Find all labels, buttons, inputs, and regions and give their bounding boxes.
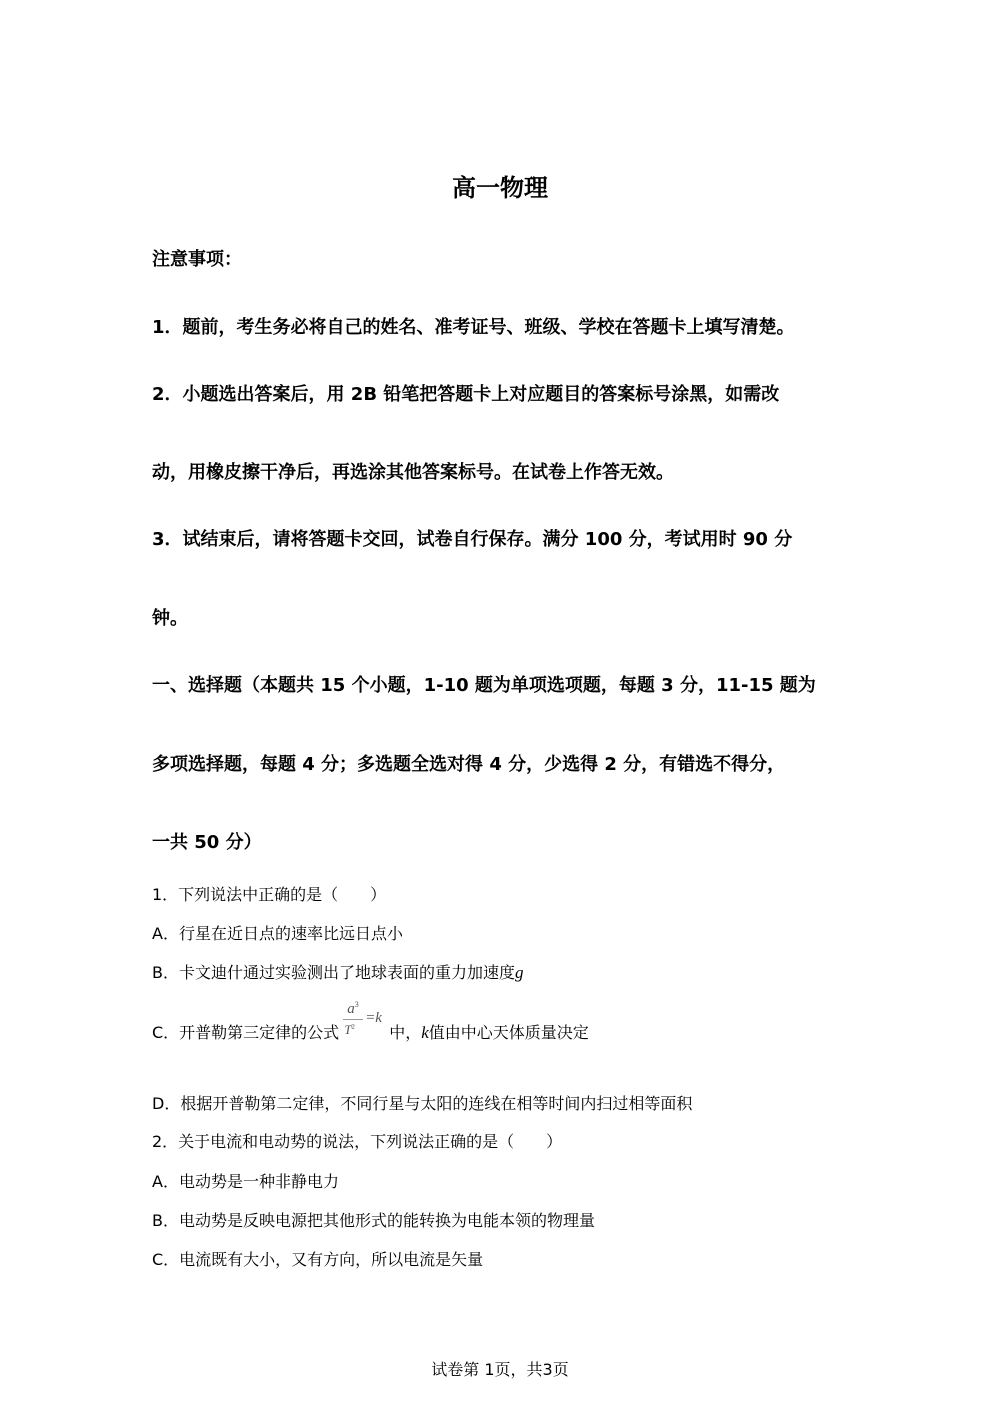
formula-equals-k: =k <box>365 1010 382 1026</box>
question-1-option-b <box>152 960 523 983</box>
question-1-option-c <box>152 1000 589 1044</box>
notice-heading: 注意事项： <box>152 249 242 270</box>
question-2-stem: 2．关于电流和电动势的说法，下列说法正确的是（ ） <box>152 1132 563 1151</box>
question-2-option-c: C．电流既有大小，又有方向，所以电流是矢量 <box>152 1250 484 1269</box>
formula-numerator: a <box>347 1001 355 1017</box>
formula-denominator: T <box>344 1022 352 1037</box>
option-b-text: B．卡文迪什通过实验测出了地球表面的重力加速度 <box>152 963 515 982</box>
notice-item-2-line-2: 动，用橡皮擦干净后，再选涂其他答案标号。在试卷上作答无效。 <box>152 462 674 483</box>
question-1-option-d: D．根据开普勒第二定律，不同行星与太阳的连线在相等时间内扫过相等面积 <box>152 1094 693 1113</box>
question-1-option-a: A．行星在近日点的速率比远日点小 <box>152 924 403 943</box>
question-2-option-b: B．电动势是反映电源把其他形式的能转换为电能本领的物理量 <box>152 1211 595 1230</box>
page-footer: 试卷第 1页，共3页 <box>431 1360 569 1379</box>
notice-item-1: 1．题前，考生务必将自己的姓名、准考证号、班级、学校在答题卡上填写清楚。 <box>152 317 795 338</box>
question-1-stem: 1．下列说法中正确的是（ ） <box>152 885 387 904</box>
section-heading-line-2: 多项选择题，每题 4 分；多选题全选对得 4 分，少选得 2 分，有错选不得分， <box>152 754 786 775</box>
notice-item-2-line-1: 2．小题选出答案后，用 2B 铅笔把答题卡上对应题目的答案标号涂黑，如需改 <box>152 384 780 405</box>
kepler-third-law-formula <box>339 1000 389 1044</box>
notice-item-3-line-1: 3．试结束后，请将答题卡交回，试卷自行保存。满分 100 分，考试用时 90 分 <box>152 529 793 550</box>
option-c-prefix: C．开普勒第三定律的公式 <box>152 1023 340 1042</box>
formula-denominator-exponent: 2 <box>351 1023 355 1031</box>
variable-k: k <box>421 1023 429 1042</box>
fraction-bar <box>343 1019 363 1020</box>
option-c-middle: 中， <box>389 1023 422 1042</box>
notice-item-3-line-2: 钟。 <box>152 608 188 629</box>
variable-g: g <box>514 963 524 982</box>
section-heading-line-1: 一、选择题（本题共 15 个小题，1-10 题为单项选项题，每题 3 分，11-15 题为 <box>152 675 816 696</box>
formula-numerator-exponent: 3 <box>354 1000 359 1009</box>
option-c-suffix: 值由中心天体质量决定 <box>428 1023 589 1042</box>
section-heading-line-3: 一共 50 分） <box>152 832 262 853</box>
question-2-option-a: A．电动势是一种非静电力 <box>152 1172 339 1191</box>
page-title: 高一物理 <box>452 174 548 202</box>
